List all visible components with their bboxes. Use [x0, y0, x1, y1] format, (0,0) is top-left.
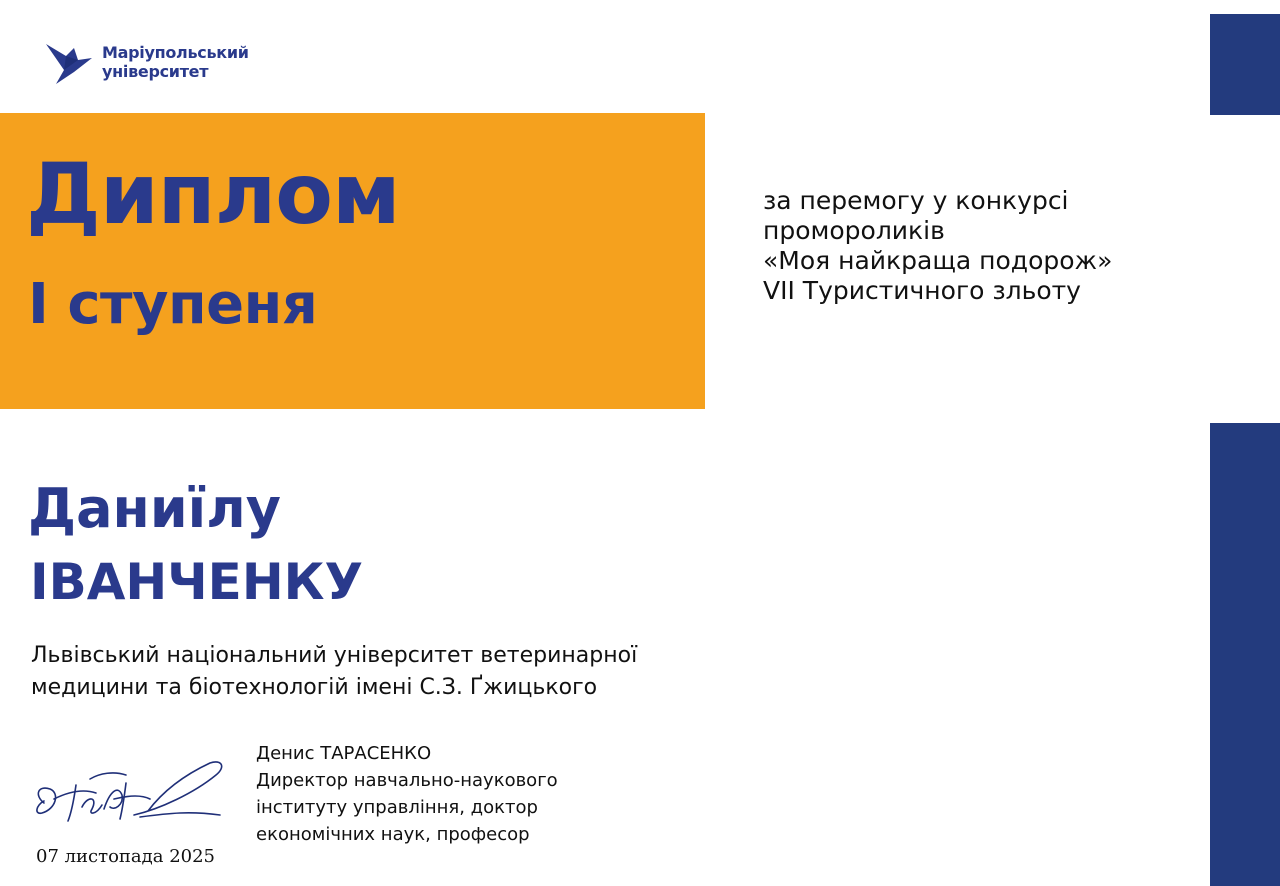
bird-icon [44, 40, 94, 86]
logo-text [102, 43, 249, 81]
diploma-title: Диплом [26, 145, 400, 243]
institution-line: медицини та біотехнологій імені С.З. Ґжицького [31, 675, 598, 700]
decor-bar-top [1210, 14, 1280, 115]
signer-block [256, 740, 656, 848]
logo-line-2: університет [102, 62, 209, 81]
recipient-first-name: Даниїлу [28, 477, 281, 540]
issue-date: 07 листопада 2025 [36, 846, 216, 867]
institution-line: Львівський національний університет ветеринарної [31, 643, 638, 668]
logo-line-1: Маріупольський [102, 43, 249, 62]
signer-title-line: Директор навчально-наукового [256, 770, 558, 791]
recipient-institution [31, 640, 711, 704]
decor-bar-bottom [1210, 423, 1280, 886]
award-description [763, 186, 1183, 306]
recipient-last-name: ІВАНЧЕНКУ [30, 553, 364, 611]
university-logo [44, 40, 264, 86]
signer-title-line: економічних наук, професор [256, 824, 530, 845]
award-line: VII Туристичного зльоту [763, 276, 1081, 305]
signer-title-line: інституту управління, доктор [256, 797, 538, 818]
diploma-degree: І ступеня [28, 272, 318, 337]
signer-name: Денис ТАРАСЕНКО [256, 743, 432, 764]
award-line: промороликів [763, 216, 945, 245]
award-line: за перемогу у конкурсі [763, 186, 1069, 215]
award-line: «Моя найкраща подорож» [763, 246, 1113, 275]
handwritten-signature [30, 755, 230, 835]
